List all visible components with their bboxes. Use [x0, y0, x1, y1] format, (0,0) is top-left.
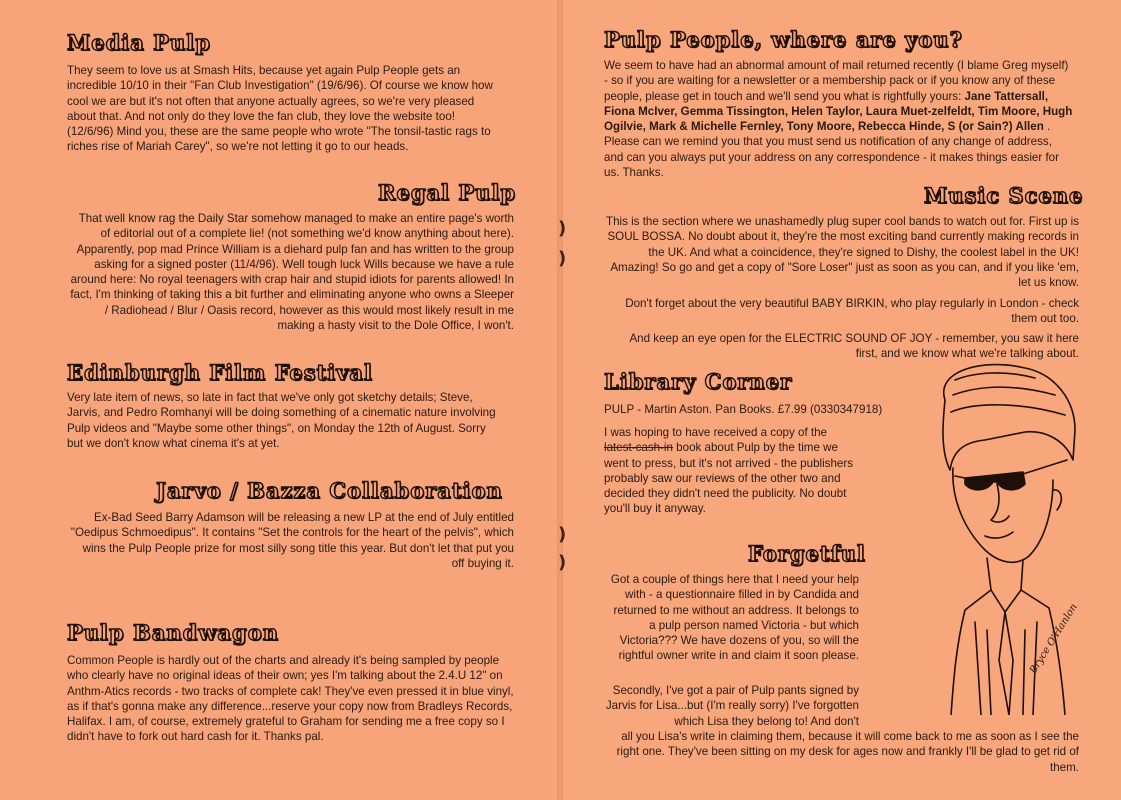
artist-signature: Bryce O'Hanlon [1028, 601, 1080, 676]
jarvo-bazza-heading: Jarvo / Bazza Collaboration [156, 478, 503, 503]
pulp-people-heading: Pulp People, where are you? [604, 27, 963, 52]
regal-pulp-text: That well know rag the Daily Star somehow managed to make an entire page's worth of editorial out of a complete lie! (not something we'd know anything about here). Apparently, pop mad Prince William is a diehard pulp fan and has written to the group asking for a signed poster (11/4/96). Well tough luck Wills because we have a rule around here: No royal teenagers with crap hair and stupid idiots for parents allowed! In fact, I'm thinking of taking this a bit further and eliminating anyone who owns a Sleeper / Radiohead / Blur / Oasis record, however as this would most likely result in me making a hasty visit to the Dole Office, I won't. [70, 212, 514, 333]
pulp-people-intro: We seem to have had an abnormal amount of mail returned recently (I blame Greg myself) - so if you are waiting for a newsletter or a membership pack or if you know any of these people, please get in touch and we'll send you what is rightfully yours: [604, 59, 1069, 103]
edinburgh-text: Very late item of news, so late in fact that we've only got sketchy details; Steve, Jarvis, and Pedro Romhanyi will be doing something of a cinematic nature involving Pulp videos and "Maybe some other things", on Monday the 12th of August. Sorry but we don't know what cinema it's at yet. [67, 391, 496, 450]
missing-members-names: Jane Tattersall, Fiona McIver, Gemma Tissington, Helen Taylor, Laura Muet-zelfeldt, Tim Moore, Hugh Ogilvie, Mark & Michelle Fernley, Tony Moore, Rebecca Hinde, S (or Sain?) Allen [604, 89, 1073, 134]
library-text [604, 425, 854, 517]
music-scene-p1: This is the section where we unashamedly plug super cool bands to watch out for. First up is SOUL BOSSA. No doubt about it, they're the most exciting band currently making records in the UK. And what a coincidence, they're signed to Dishy, the coolest label in the UK! Amazing! So go and get a copy of "Sore Loser" just as soon as you can, and if you like 'em, let us know. [605, 215, 1079, 290]
staple-mark: ) [558, 218, 567, 239]
music-scene-p3: And keep an eye open for the ELECTRIC SOUND OF JOY - remember, you saw it here first, and we know what we're talking about. [629, 332, 1079, 361]
staple-mark: ) [558, 248, 567, 269]
forgetful-p2a: Secondly, I've got a pair of Pulp pants signed by Jarvis for Lisa...but (I'm really sorry) I've forgotten which Lisa they belong to! And don't [605, 684, 859, 728]
library-corner-heading: Library Corner [604, 369, 793, 394]
forgetful-p2b: all you Lisa's write in claiming them, because it will come back to me as soon as I see the right one. They've been sitting on my desk for ages now and frankly I'll be glad to get rid of them. [616, 730, 1079, 774]
pulp-people-text [604, 58, 1074, 180]
regal-pulp-heading: Regal Pulp [378, 180, 517, 205]
staple-mark: ) [558, 524, 567, 545]
library-text-b: book about Pulp by the time we went to press, but it's not arrived - the publishers probably saw our reviews of the other two and decided they didn't need the publicity. No doubt you'll buy it anyway. [604, 441, 854, 516]
media-pulp-text: They seem to love us at Smash Hits, because yet again Pulp People gets an incredible 10/10 in their "Fan Club Investigation" (19/6/96). Of course we know how cool we are but it's not often that anyone actually agrees, so we're very pleased about that. And not only do they love the fan club, they love the website too! (12/6/96) Mind you, these are the same people who wrote "The tonsil-tastic rags to riches rise of Mariah Carey", so we're not letting it go to our heads. [67, 64, 493, 154]
pulp-people-outro: . Please can we remind you that you must send us notification of any change of address, and can you always put your address on any correspondence - it makes things easier for us. Thanks. [604, 120, 1059, 180]
music-scene-p2: Don't forget about the very beautiful BABY BIRKIN, who play regularly in London - check them out too. [625, 297, 1079, 326]
left-page [0, 0, 560, 800]
edinburgh-heading: Edinburgh Film Festival [67, 360, 374, 385]
pulp-bandwagon-heading: Pulp Bandwagon [67, 620, 279, 645]
forgetful-p1: Got a couple of things here that I need your help with - a questionnaire filled in by Candida and returned to me without an address. It belongs to a pulp person named Victoria - but which Victoria??? We have dozens of you, so will the rightful owner write in and claim it soon please. [610, 573, 859, 663]
center-fold [557, 0, 563, 800]
jarvis-caricature-drawing [925, 360, 1100, 715]
library-text-a: I was hoping to have received a copy of the [604, 426, 827, 439]
forgetful-heading: Forgetful [748, 541, 866, 566]
music-scene-heading: Music Scene [924, 183, 1084, 208]
media-pulp-heading: Media Pulp [67, 30, 211, 55]
staple-mark: ) [558, 552, 567, 573]
jarvo-bazza-text: Ex-Bad Seed Barry Adamson will be releasing a new LP at the end of July entitled "Oedipus Schmoedipus". It contains "Set the controls for the heart of the pelvis", which wins the Pulp People prize for most silly song title this year. But don't let that put you off buying it. [70, 511, 514, 570]
library-ref: PULP - Martin Aston. Pan Books. £7.99 (0330347918) [604, 403, 883, 416]
library-strike: latest-cash-in [604, 441, 673, 455]
pulp-bandwagon-text: Common People is hardly out of the charts and already it's being sampled by people who clearly have no original ideas of their own; yes I'm talking about the 2.4.U 12" on Anthm-Atics records - two tracks of complete cak! They've even pressed it in blue vinyl, as if that's gonna make any difference...reserve your copy now from Bradleys Records, Halifax. I am, of course, extremely grateful to Graham for sending me a free copy so I didn't have to fork out hard cash for it. Thanks pal. [67, 654, 514, 744]
